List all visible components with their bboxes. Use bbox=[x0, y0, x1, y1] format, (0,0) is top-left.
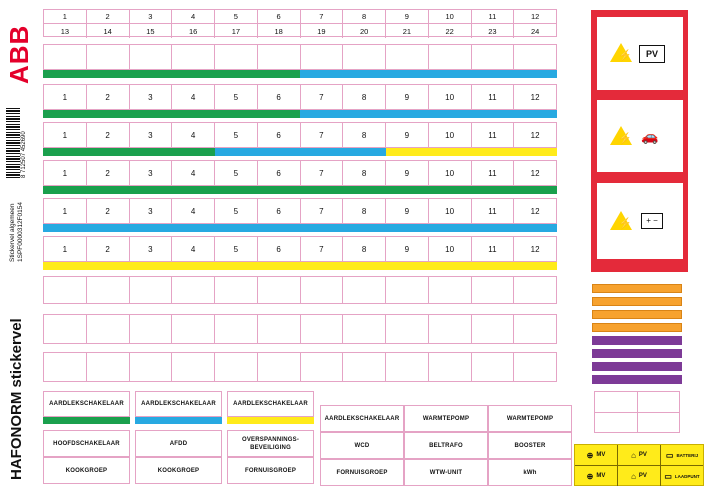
blank-cell bbox=[301, 277, 344, 303]
label-cell: kWh bbox=[488, 459, 572, 486]
number-cell: 6 bbox=[258, 85, 301, 109]
label-cell: BOOSTER bbox=[488, 432, 572, 459]
blank-cell bbox=[215, 45, 258, 69]
green-bar bbox=[43, 417, 130, 424]
number-cell: 13 bbox=[44, 24, 87, 38]
number-cell: 3 bbox=[130, 85, 173, 109]
number-cell: 4 bbox=[172, 123, 215, 147]
number-cell: 2 bbox=[87, 161, 130, 185]
number-cell: 4 bbox=[172, 85, 215, 109]
green-bar bbox=[43, 110, 300, 118]
blank-cell bbox=[514, 45, 556, 69]
blank-cell bbox=[472, 45, 515, 69]
purple-strip bbox=[592, 336, 682, 345]
orange-strip bbox=[592, 310, 682, 319]
blank-cell bbox=[87, 353, 130, 381]
numbered-strip-1 bbox=[43, 84, 557, 110]
number-cell: 8 bbox=[343, 123, 386, 147]
barcode-number: 8 712507 452690 bbox=[21, 131, 27, 178]
blank-cell bbox=[301, 353, 344, 381]
blue-bar bbox=[215, 148, 386, 156]
blank-cell bbox=[258, 277, 301, 303]
blank-cell bbox=[44, 277, 87, 303]
blue-bar bbox=[135, 417, 222, 424]
blue-bar bbox=[300, 70, 557, 78]
number-cell: 4 bbox=[172, 199, 215, 223]
blank-cell bbox=[472, 277, 515, 303]
number-cell: 11 bbox=[472, 10, 515, 23]
car-charger-icon: 🚗 bbox=[641, 128, 659, 144]
number-cell: 2 bbox=[87, 123, 130, 147]
number-cell: 9 bbox=[386, 199, 429, 223]
blank-cell bbox=[429, 353, 472, 381]
legend-label: PV bbox=[638, 473, 647, 479]
blue-bar bbox=[300, 110, 557, 118]
number-cell: 5 bbox=[215, 199, 258, 223]
legend-item bbox=[575, 445, 618, 465]
lightning-icon: ⚡ bbox=[618, 218, 632, 230]
number-cell: 1 bbox=[44, 10, 87, 23]
number-cell: 11 bbox=[472, 85, 515, 109]
legend-label: BATTERIJ bbox=[676, 452, 699, 458]
number-cell: 10 bbox=[429, 237, 472, 261]
blank-cell bbox=[215, 353, 258, 381]
label-overspanningsbeveiliging: OVERSPANNINGS- BEVEILIGING bbox=[227, 430, 314, 457]
blank-cell bbox=[429, 315, 472, 343]
battery-icon: + − bbox=[641, 213, 663, 229]
label-kookgroep: KOOKGROEP bbox=[43, 457, 130, 484]
number-cell: 10 bbox=[429, 10, 472, 23]
number-cell: 1 bbox=[44, 199, 87, 223]
top-number-strip bbox=[43, 9, 557, 37]
blank-cell bbox=[301, 45, 344, 69]
energy-legend bbox=[574, 444, 704, 486]
blue-bar bbox=[43, 224, 557, 232]
blank-cell bbox=[386, 315, 429, 343]
number-cell: 2 bbox=[87, 237, 130, 261]
blank-cell bbox=[258, 45, 301, 69]
blank-cell bbox=[87, 45, 130, 69]
number-cell: 3 bbox=[130, 161, 173, 185]
number-cell: 4 bbox=[172, 10, 215, 23]
number-cell: 6 bbox=[258, 123, 301, 147]
blank-cell bbox=[172, 353, 215, 381]
blank-cell bbox=[514, 277, 556, 303]
blank-cell bbox=[258, 315, 301, 343]
number-cell: 11 bbox=[472, 199, 515, 223]
abb-logo: ABB bbox=[4, 24, 34, 84]
lightning-icon: ⚡ bbox=[618, 50, 632, 62]
number-cell: 6 bbox=[258, 199, 301, 223]
number-cell: 3 bbox=[130, 237, 173, 261]
label-fornuisgroep: FORNUISGROEP bbox=[227, 457, 314, 484]
number-cell: 10 bbox=[429, 199, 472, 223]
blank-cell bbox=[514, 353, 556, 381]
house-icon: PV bbox=[639, 45, 665, 63]
blank-cell bbox=[87, 315, 130, 343]
blank-cell bbox=[429, 277, 472, 303]
number-cell: 2 bbox=[87, 10, 130, 23]
charger-icon: ▭ bbox=[664, 471, 672, 481]
number-cell: 2 bbox=[87, 85, 130, 109]
label-aardlekschakelaar: AARDLEKSCHAKELAAR bbox=[43, 391, 130, 417]
purple-strip bbox=[592, 349, 682, 358]
blank-cell bbox=[386, 353, 429, 381]
number-cell: 18 bbox=[258, 24, 301, 38]
label-cell: BELTRAFO bbox=[404, 432, 488, 459]
grid-icon: ⊕ bbox=[586, 450, 594, 460]
warning-sticker-battery bbox=[597, 183, 683, 259]
number-cell: 11 bbox=[472, 161, 515, 185]
number-cell: 5 bbox=[215, 10, 258, 23]
blank-strip-1 bbox=[43, 44, 557, 70]
numbered-strip-4 bbox=[43, 198, 557, 224]
number-cell: 4 bbox=[172, 161, 215, 185]
number-cell: 8 bbox=[343, 85, 386, 109]
number-cell: 19 bbox=[301, 24, 344, 38]
number-cell: 21 bbox=[386, 24, 429, 38]
yellow-bar bbox=[43, 262, 557, 270]
warning-sticker-pv bbox=[597, 17, 683, 90]
blank-cell bbox=[429, 45, 472, 69]
purple-strip bbox=[592, 362, 682, 371]
number-cell: 22 bbox=[429, 24, 472, 38]
number-cell: 5 bbox=[215, 237, 258, 261]
blank-cell bbox=[514, 315, 556, 343]
number-cell: 8 bbox=[343, 161, 386, 185]
blank-cell bbox=[87, 277, 130, 303]
number-cell: 12 bbox=[530, 12, 540, 21]
label-aardlekschakelaar: AARDLEKSCHAKELAAR bbox=[227, 391, 314, 417]
blank-cell bbox=[343, 315, 386, 343]
legend-item bbox=[575, 466, 618, 486]
number-cell: 12 bbox=[530, 92, 540, 102]
number-cell: 9 bbox=[386, 85, 429, 109]
number-cell: 12 bbox=[530, 244, 540, 254]
legend-item bbox=[661, 466, 703, 486]
blank-cell bbox=[130, 315, 173, 343]
blank-cell bbox=[343, 277, 386, 303]
blank-cell bbox=[343, 45, 386, 69]
number-cell: 7 bbox=[301, 123, 344, 147]
label-cell: AARDLEKSCHAKELAAR bbox=[320, 405, 404, 432]
orange-strip bbox=[592, 297, 682, 306]
blank-cell bbox=[130, 353, 173, 381]
number-cell: 3 bbox=[130, 123, 173, 147]
number-cell: 17 bbox=[215, 24, 258, 38]
solar-house-icon: ⌂ bbox=[631, 450, 636, 460]
number-cell: 20 bbox=[343, 24, 386, 38]
number-cell: 1 bbox=[44, 161, 87, 185]
number-cell: 6 bbox=[258, 237, 301, 261]
number-cell: 7 bbox=[301, 237, 344, 261]
number-cell: 5 bbox=[215, 123, 258, 147]
number-cell: 2 bbox=[87, 199, 130, 223]
number-cell: 12 bbox=[530, 206, 540, 216]
label-kookgroep: KOOKGROEP bbox=[135, 457, 222, 484]
battery-icon: ▭ bbox=[665, 450, 674, 460]
number-cell: 10 bbox=[429, 123, 472, 147]
number-cell: 8 bbox=[343, 10, 386, 23]
solar-house-icon: ⌂ bbox=[631, 471, 636, 481]
blank-cell bbox=[343, 353, 386, 381]
number-cell: 11 bbox=[472, 237, 515, 261]
number-cell: 3 bbox=[130, 10, 173, 23]
blank-cell bbox=[215, 277, 258, 303]
green-bar bbox=[43, 70, 300, 78]
number-cell: 9 bbox=[386, 161, 429, 185]
number-cell: 5 bbox=[215, 161, 258, 185]
number-cell: 9 bbox=[386, 10, 429, 23]
blank-cell bbox=[130, 45, 173, 69]
number-cell: 5 bbox=[215, 85, 258, 109]
blank-cell bbox=[172, 277, 215, 303]
number-cell: 16 bbox=[172, 24, 215, 38]
number-cell: 8 bbox=[343, 237, 386, 261]
product-code: 1SPF0000312F0154 bbox=[17, 202, 24, 262]
legend-label: LAADPUNT bbox=[674, 473, 700, 479]
label-cell: WCD bbox=[320, 432, 404, 459]
legend-item bbox=[661, 445, 703, 465]
number-cell: 7 bbox=[301, 161, 344, 185]
blank-strip-4 bbox=[43, 352, 557, 382]
product-name: Stickervel algemeen bbox=[9, 203, 16, 262]
yellow-bar bbox=[386, 148, 557, 156]
numbered-strip-2 bbox=[43, 122, 557, 148]
blank-strip-2 bbox=[43, 276, 557, 304]
lightning-icon: ⚡ bbox=[618, 133, 632, 145]
orange-strip bbox=[592, 323, 682, 332]
label-cell: FORNUISGROEP bbox=[320, 459, 404, 486]
blank-cell bbox=[386, 45, 429, 69]
blank-cell bbox=[301, 315, 344, 343]
label-cell: WTW-UNIT bbox=[404, 459, 488, 486]
number-cell: 8 bbox=[343, 199, 386, 223]
numbered-strip-5 bbox=[43, 236, 557, 262]
number-cell: 14 bbox=[87, 24, 130, 38]
number-cell: 7 bbox=[301, 85, 344, 109]
number-cell: 1 bbox=[44, 237, 87, 261]
number-cell: 6 bbox=[258, 10, 301, 23]
number-cell: 1 bbox=[44, 123, 87, 147]
numbered-strip-3 bbox=[43, 160, 557, 186]
blank-cell bbox=[386, 277, 429, 303]
number-cell: 24 bbox=[530, 26, 540, 36]
label-afdd: AFDD bbox=[135, 430, 222, 457]
number-cell: 11 bbox=[472, 123, 515, 147]
number-cell: 12 bbox=[530, 168, 540, 178]
blank-cell bbox=[44, 45, 87, 69]
number-cell: 1 bbox=[44, 85, 87, 109]
number-cell: 12 bbox=[530, 130, 540, 140]
label-hoofdschakelaar: HOOFDSCHAKELAAR bbox=[43, 430, 130, 457]
barcode bbox=[6, 108, 20, 180]
blank-cell bbox=[472, 315, 515, 343]
number-cell: 10 bbox=[429, 85, 472, 109]
blank-cell bbox=[472, 353, 515, 381]
number-cell: 7 bbox=[301, 10, 344, 23]
blank-cell bbox=[44, 315, 87, 343]
green-bar bbox=[43, 148, 215, 156]
legend-label: MV bbox=[596, 473, 606, 479]
blank-cell bbox=[258, 353, 301, 381]
label-cell: WARMTEPOMP bbox=[488, 405, 572, 432]
sheet-title: HAFONORM stickervel bbox=[8, 318, 25, 480]
blank-cell bbox=[215, 315, 258, 343]
label-grid bbox=[320, 405, 572, 486]
number-cell: 3 bbox=[130, 199, 173, 223]
orange-strip bbox=[592, 284, 682, 293]
legend-item bbox=[618, 466, 661, 486]
number-cell: 6 bbox=[258, 161, 301, 185]
blank-box bbox=[594, 391, 680, 433]
blank-cell bbox=[44, 353, 87, 381]
blank-cell bbox=[172, 45, 215, 69]
blank-cell bbox=[172, 315, 215, 343]
legend-item bbox=[618, 445, 661, 465]
label-cell: WARMTEPOMP bbox=[404, 405, 488, 432]
warning-sticker-ev bbox=[597, 100, 683, 172]
number-cell: 10 bbox=[429, 161, 472, 185]
number-cell: 9 bbox=[386, 237, 429, 261]
green-bar bbox=[43, 186, 557, 194]
legend-label: PV bbox=[638, 452, 647, 458]
number-cell: 15 bbox=[130, 24, 173, 38]
grid-icon: ⊕ bbox=[586, 471, 594, 481]
legend-label: MV bbox=[596, 452, 606, 458]
yellow-bar bbox=[227, 417, 314, 424]
blank-strip-3 bbox=[43, 314, 557, 344]
number-cell: 23 bbox=[472, 24, 515, 38]
blank-cell bbox=[130, 277, 173, 303]
purple-strip bbox=[592, 375, 682, 384]
label-aardlekschakelaar: AARDLEKSCHAKELAAR bbox=[135, 391, 222, 417]
number-cell: 4 bbox=[172, 237, 215, 261]
number-cell: 7 bbox=[301, 199, 344, 223]
number-cell: 9 bbox=[386, 123, 429, 147]
